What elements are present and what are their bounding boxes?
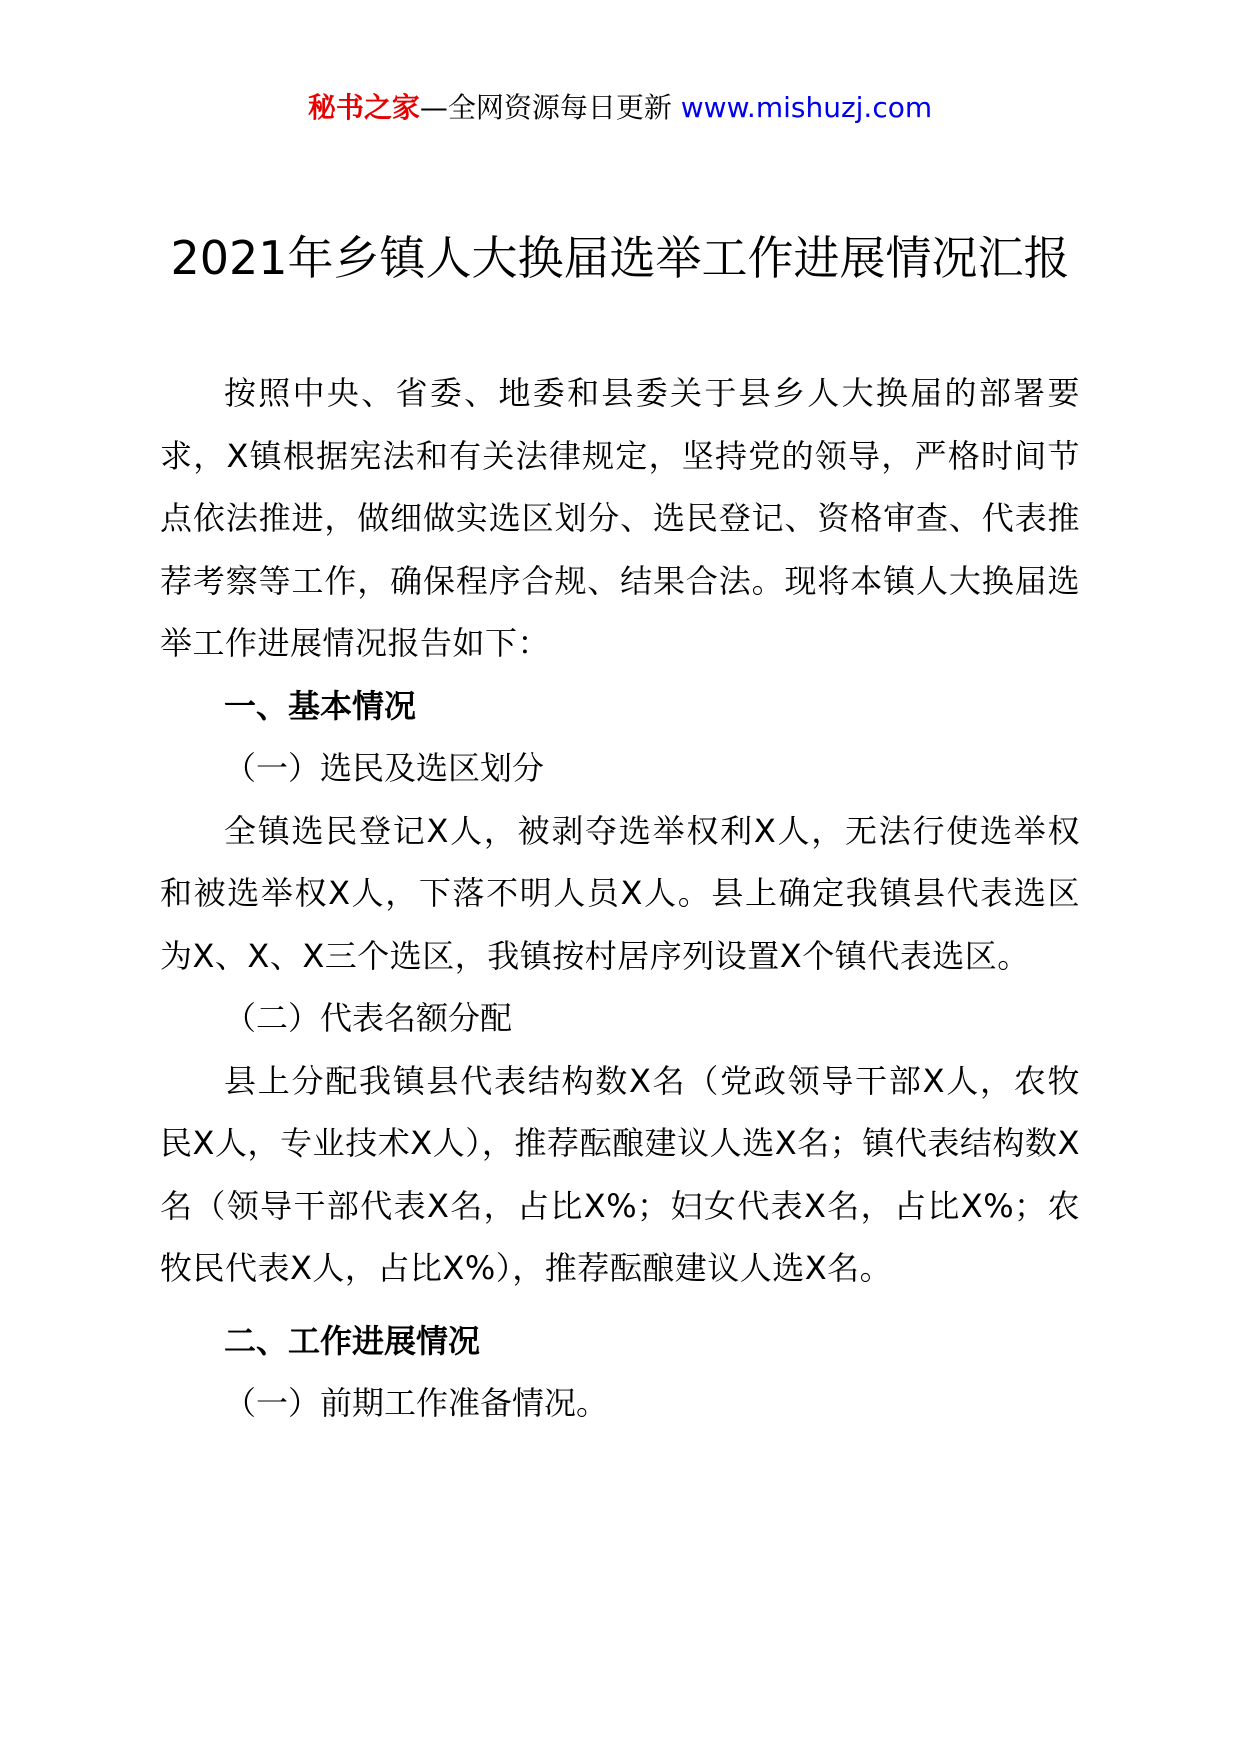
header-tagline: —全网资源每日更新 bbox=[419, 91, 681, 124]
intro-paragraph: 按照中央、省委、地委和县委关于县乡人大换届的部署要求，X镇根据宪法和有关法律规定，坚持党的领导，严格时间节点依法推进，做细做实选区划分、选民登记、资格审查、代表推荐考察等工作，确保程序合规、结果合法。现将本镇人大换届选举工作进展情况报告如下： bbox=[160, 374, 1080, 662]
brand-name: 秘书之家 bbox=[307, 91, 420, 124]
site-url-link[interactable]: www.mishuzj.com bbox=[680, 91, 933, 124]
document-title: 2021年乡镇人大换届选举工作进展情况汇报 bbox=[170, 231, 1070, 285]
section-1-subheading-2: （二）代表名额分配 bbox=[224, 999, 513, 1037]
section-1-paragraph-2: 县上分配我镇县代表结构数X名（党政领导干部X人，农牧民X人，专业技术X人），推荐酝酿建议人选X名；镇代表结构数X名（领导干部代表X名，占比X%；妇女代表X名，占比X%；农牧民代表X人，占比X%），推荐酝酿建议人选X名。 bbox=[160, 1061, 1080, 1287]
section-2-subheading-1: （一）前期工作准备情况。 bbox=[224, 1384, 609, 1422]
section-1-paragraph-1: 全镇选民登记X人，被剥夺选举权利X人，无法行使选举权和被选举权X人，下落不明人员X人。县上确定我镇县代表选区为X、X、X三个选区，我镇按村居序列设置X个镇代表选区。 bbox=[160, 811, 1080, 975]
section-2-heading: 二、工作进展情况 bbox=[224, 1321, 481, 1360]
section-1-subheading-1: （一）选民及选区划分 bbox=[224, 749, 545, 787]
site-header bbox=[0, 88, 1240, 128]
document-body bbox=[160, 362, 1080, 1435]
section-1-heading: 一、基本情况 bbox=[224, 686, 417, 725]
spacer bbox=[160, 1300, 1080, 1310]
